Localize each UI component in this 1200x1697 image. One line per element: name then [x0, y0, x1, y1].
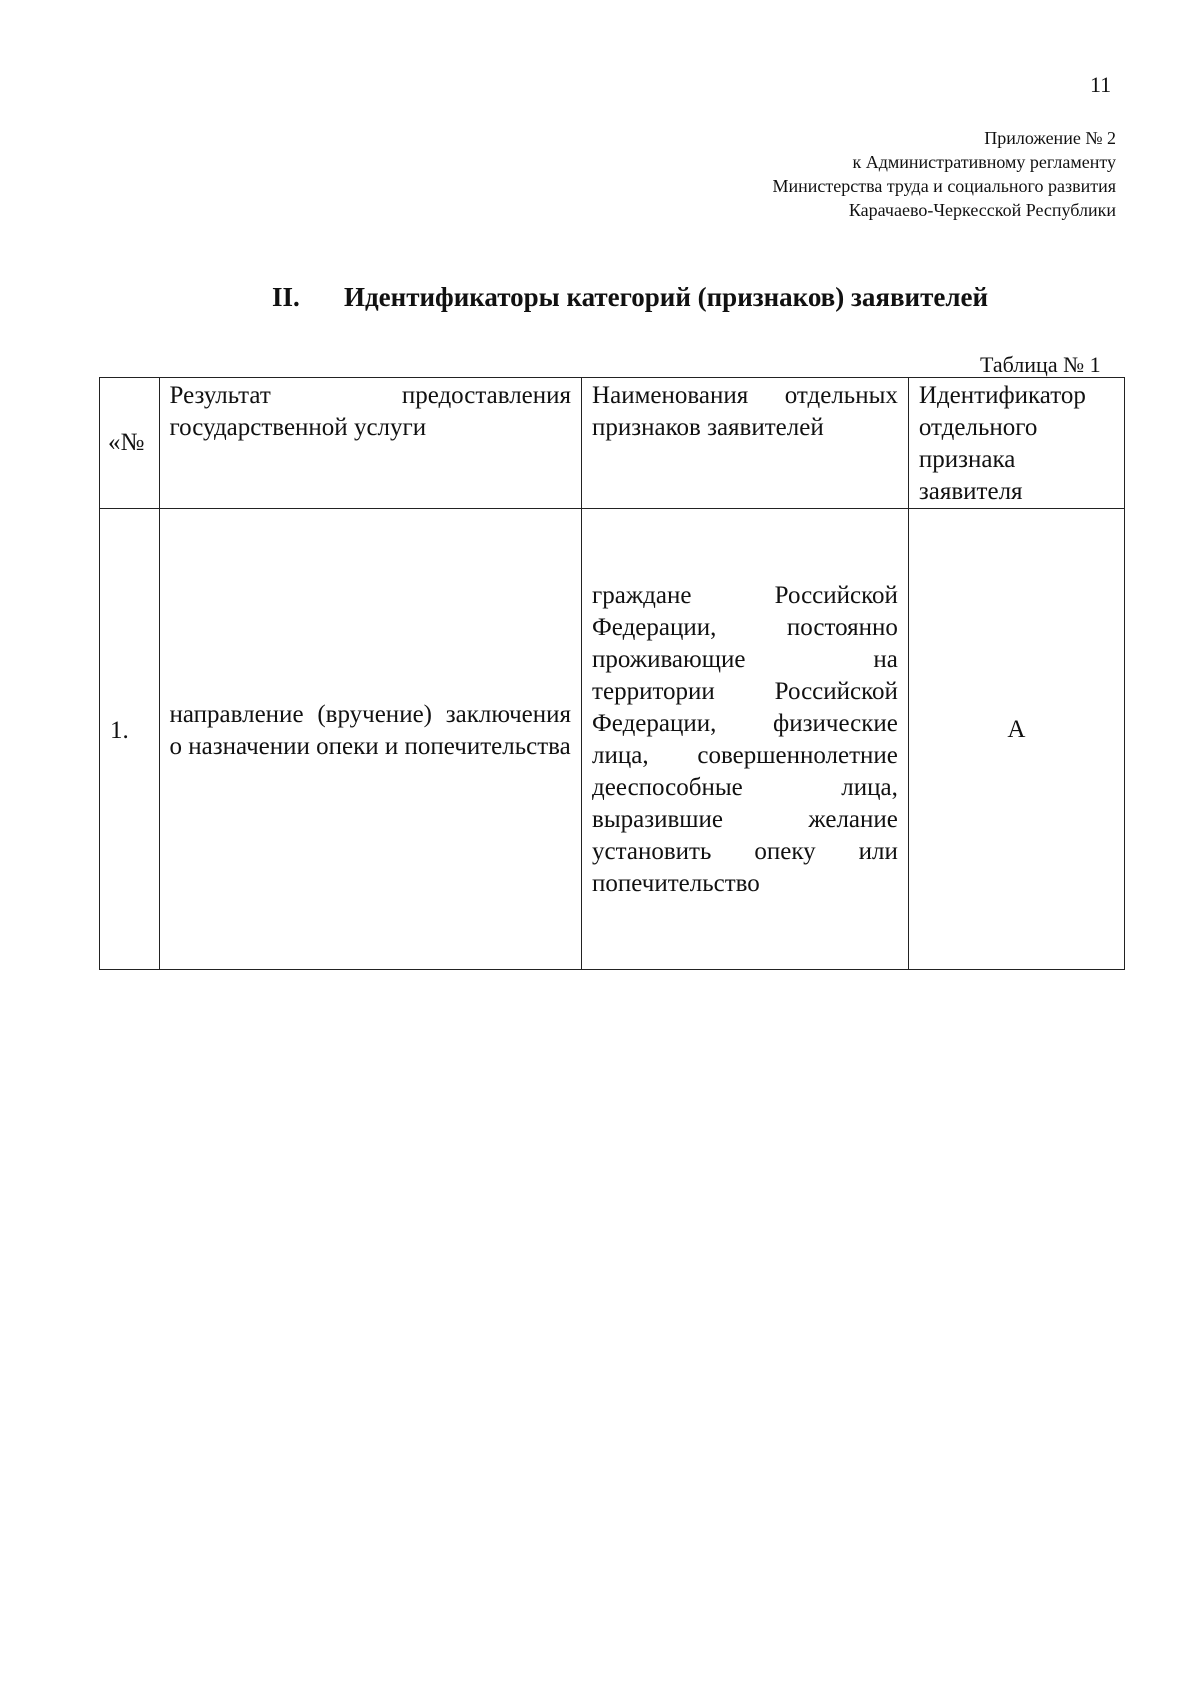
annex-line-2: к Административному регламенту: [852, 152, 1116, 172]
header-number-label: «№: [108, 429, 145, 456]
header-result-label: Результат предоставления государственной услуги: [169, 382, 572, 441]
identifiers-table: [99, 377, 1125, 970]
annex-line-3: Министерства труда и социального развития: [772, 176, 1116, 196]
header-names-label: Наименования отдельных признаков заявителей: [592, 382, 898, 441]
table-caption: Таблица № 1: [980, 352, 1101, 377]
annex-line-1: Приложение № 2: [984, 128, 1116, 148]
annex-line-4: Карачаево-Черкесской Республики: [848, 200, 1116, 220]
row-cell-number: [100, 509, 160, 970]
header-identifier-label: Идентификатор отдельного признака заявителя: [918, 382, 1086, 505]
row-number: 1.: [110, 717, 129, 744]
row-identifier: А: [1007, 716, 1026, 743]
header-cell-names: [582, 378, 909, 509]
section-number: II.: [272, 282, 300, 312]
row-result-text: направление (вручение) заключения о назначении опеки и попечительства: [169, 701, 572, 760]
row-cell-identifier: [908, 509, 1124, 970]
table-header-row: [100, 378, 1125, 509]
row-names-text: граждане Российской Федерации, постоянно проживающие на территории Российской Федерации, физические лица, совершеннолетние дееспособные лица, выразившие желание установить опеку или попечительство: [592, 582, 898, 897]
section-title: Идентификаторы категорий (признаков) заявителей: [344, 282, 989, 312]
section-heading: [272, 282, 988, 313]
header-cell-number: [100, 378, 160, 509]
row-cell-names: [582, 509, 909, 970]
annex-block: [772, 126, 1116, 222]
table-row: [100, 509, 1125, 970]
header-cell-identifier: [908, 378, 1124, 509]
page-number: 11: [1090, 72, 1112, 97]
header-cell-result: [159, 378, 582, 509]
row-cell-result: [159, 509, 582, 970]
